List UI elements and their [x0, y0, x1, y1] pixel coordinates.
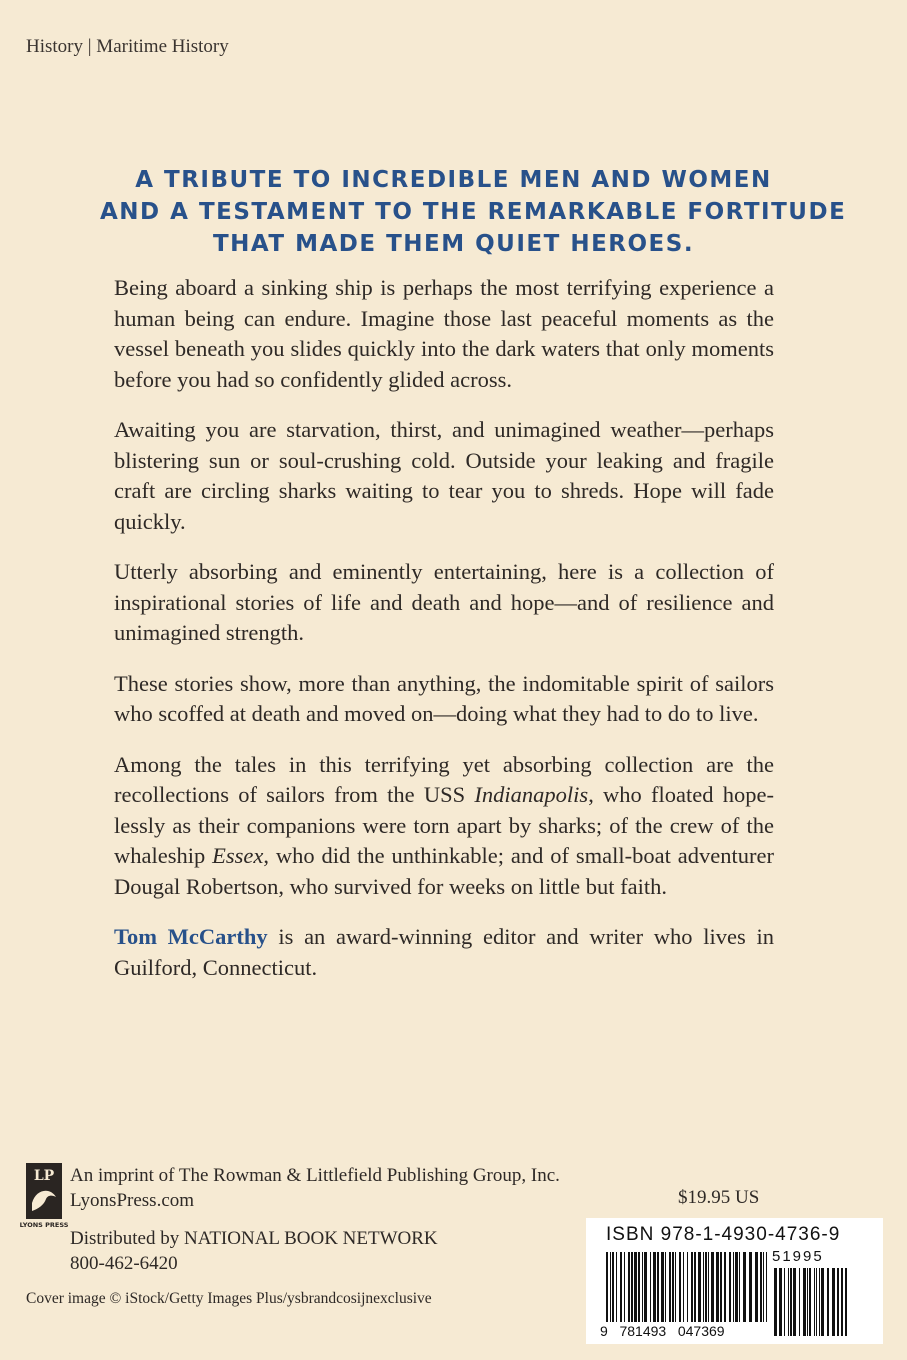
barcode-bar [687, 1252, 688, 1322]
barcode-bar [788, 1268, 789, 1336]
barcode-bar [698, 1252, 701, 1322]
lyons-press-logo [19, 1163, 69, 1237]
barcode-bar [691, 1252, 693, 1322]
category-label: History | Maritime History [26, 36, 229, 57]
distributor-text: Distributed by NATIONAL BOOK NETWORK [70, 1228, 438, 1249]
cover-credit: Cover image © iStock/Getty Images Plus/ysbrandcosijnexclusive [26, 1290, 432, 1307]
paragraph: These stories show, more than anything, the indomitable spirit of sailors who scoffed at death and moved on—doing what they had to do to live. [114, 670, 774, 726]
barcode-bar [624, 1252, 625, 1322]
barcode-bar [729, 1252, 731, 1322]
barcode-bar [675, 1252, 676, 1322]
barcode-bar [606, 1252, 608, 1322]
barcode-bar [631, 1252, 633, 1322]
barcode-bar [733, 1252, 734, 1322]
barcode-bar [672, 1252, 674, 1322]
barcode-bar [832, 1268, 835, 1336]
tagline [100, 164, 847, 260]
barcode-bar [644, 1252, 647, 1322]
tagline-line: THAT MADE THEM QUIET HEROES. [212, 231, 695, 257]
barcode-bar [816, 1268, 817, 1336]
barcode-bar [634, 1252, 637, 1322]
barcode-bar [720, 1252, 722, 1322]
barcode-bar [807, 1268, 808, 1336]
barcode-bar [716, 1252, 719, 1322]
author-name: Tom McCarthy [114, 924, 268, 949]
barcode-bar [809, 1268, 811, 1336]
barcode-bar [841, 1268, 843, 1336]
paragraph: Being aboard a sinking ship is perhaps the most terrifying experience a human being can endure. Imagine those last peaceful moments as the vessel beneath you slides quickly into the dark waters that only moments before you had so confidently glided across. [114, 275, 774, 392]
barcode-digits: 9 781493 047369 [600, 1323, 725, 1339]
barcode-bar [760, 1252, 762, 1322]
barcode-bar [739, 1252, 740, 1322]
barcode-bar [665, 1252, 666, 1322]
imprint-text: An imprint of The Rowman & Littlefield Publishing Group, Inc. [70, 1165, 560, 1186]
logo-initials: LP [33, 1168, 55, 1184]
barcode-bar [766, 1252, 767, 1322]
barcode-bar [708, 1252, 709, 1322]
barcode-bar [819, 1268, 820, 1336]
barcode-bar [743, 1252, 746, 1322]
barcode-bar [628, 1252, 630, 1322]
barcode-bar [845, 1268, 847, 1336]
price-label: $19.95 US [678, 1187, 760, 1208]
barcode-bar [837, 1268, 839, 1336]
barcode-bar [616, 1252, 617, 1322]
barcode-bar [683, 1252, 684, 1322]
barcode-bar [821, 1268, 824, 1336]
ship-name-indianapolis: Indianapolis [474, 782, 589, 807]
barcode-bar [784, 1268, 785, 1336]
barcode-bar [793, 1268, 796, 1336]
barcode-bar [814, 1268, 815, 1336]
paragraph: Awaiting you are starvation, thirst, and unimagined weather—perhaps blistering sun or soul-crushing cold. Outside your leaking and fragile craft are circling sharks waiting to tear you to shreds. Hope will fade quickly. [114, 417, 774, 534]
barcode-bar [638, 1252, 640, 1322]
barcode-bar [749, 1252, 752, 1322]
barcode-bar [669, 1252, 671, 1322]
description [114, 273, 774, 1003]
barcode-bar [679, 1252, 681, 1322]
paragraph: Utterly absorbing and eminently entertaining, here is a collection of inspirational stories of life and death and hope—and of resilience and unimagined strength. [114, 559, 774, 645]
ship-name-essex: Essex [212, 843, 264, 868]
logo-wordmark: LYONS PRESS [19, 1221, 69, 1229]
barcode-bar [774, 1268, 777, 1336]
isbn-text: ISBN 978-1-4930-4736-9 [606, 1224, 841, 1245]
barcode-bar [653, 1252, 656, 1322]
distribution-block [70, 1226, 438, 1276]
barcode-bar [790, 1268, 792, 1336]
barcode-bar [827, 1268, 829, 1336]
barcode-bar [642, 1252, 643, 1322]
barcode-bar [763, 1252, 764, 1322]
imprint-block [70, 1163, 560, 1213]
price-code: 51995 [772, 1248, 824, 1265]
website-link[interactable]: LyonsPress.com [70, 1190, 195, 1211]
barcode-bar [799, 1268, 800, 1336]
phone-number: 800-462-6420 [70, 1253, 178, 1274]
author-bio [114, 922, 774, 983]
barcode-bar [610, 1252, 611, 1322]
barcode-bar [735, 1252, 738, 1322]
tales-paragraph [114, 750, 774, 903]
barcode-bar [779, 1268, 782, 1336]
tales-text: , who did the unthinkable; and of small-boat adventurer Dougal Robertson, who survived for weeks on little but faith. [114, 843, 774, 899]
barcode-bar [803, 1268, 806, 1336]
tales-text: Among the tales in this terrifying yet absorbing collection are the recollections of sailors from the USS [114, 751, 774, 807]
bio-text: is an award-winning editor and writer who lives in Guilford, Connecticut. [114, 924, 774, 980]
barcode-bar [694, 1252, 696, 1322]
tagline-line: AND A TESTAMENT TO THE REMARKABLE FORTITUDE [100, 199, 847, 225]
barcode-bar [755, 1252, 758, 1322]
barcode-bar [661, 1252, 664, 1322]
barcode-bar [711, 1252, 714, 1322]
barcode-bar [657, 1252, 659, 1322]
barcode-bar [650, 1252, 651, 1322]
barcode-graphic [586, 1218, 883, 1344]
barcode-bar [612, 1252, 614, 1322]
tagline-line: A TRIBUTE TO INCREDIBLE MEN AND WOMEN [135, 167, 772, 193]
barcode-bar [724, 1252, 726, 1322]
tales-text: , who floated hope-lessly as their companions were torn apart by sharks; of the crew of the whaleship [114, 782, 774, 868]
barcode-bar [703, 1252, 704, 1322]
barcode-bar [705, 1252, 707, 1322]
barcode-bar [620, 1252, 622, 1322]
barcode-area [586, 1218, 883, 1344]
